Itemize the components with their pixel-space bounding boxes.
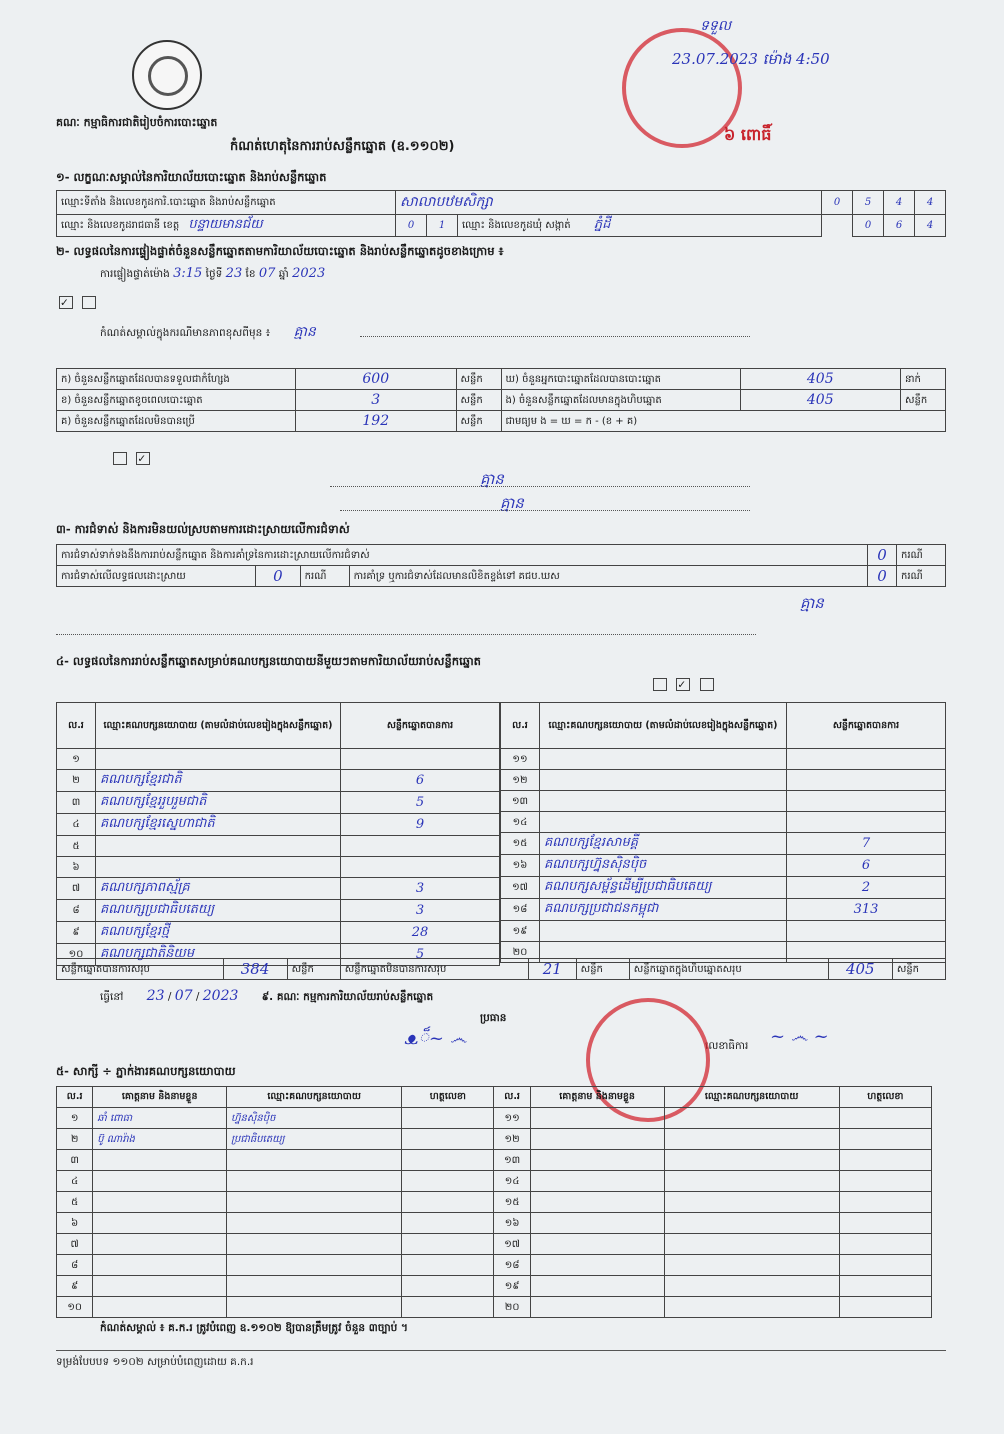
- note2-underline: [330, 486, 750, 487]
- s5-cell: ១៩: [494, 1276, 530, 1297]
- row1-label: ឈ្មោះទីតាំង និងលេខកូដការិ.បោះឆ្នោត និងរាប់សន្លឹកឆ្នោត: [57, 191, 396, 215]
- table-row: [57, 792, 500, 814]
- total-invalid: 21: [528, 959, 576, 980]
- table-row: [501, 812, 946, 833]
- s3-row2-value: 0: [256, 566, 301, 587]
- table-row: [57, 1171, 932, 1192]
- e-label: ង) ចំនួនសន្លឹកឆ្នោតដែលមានក្នុងហិបឆ្នោត: [501, 390, 740, 411]
- s3-note-value: គ្មាន: [800, 594, 824, 612]
- s4-cell-no: ១៩: [501, 921, 540, 942]
- s4-cell-votes: [341, 749, 500, 770]
- s5-cell: [227, 1213, 402, 1234]
- section3-heading: ៣- ការជំទាស់ និងការមិនយល់ស្របតាមការដោះស្រាយលើការជំទាស់: [56, 522, 350, 536]
- total-box-unit: សន្លឹក: [892, 959, 945, 980]
- section2-heading: ២- លទ្ធផលនៃការផ្ទៀងផ្ទាត់ចំនួនសន្លឹកឆ្នោតតាមការិយាល័យបោះឆ្នោត និងរាប់សន្លឹកឆ្នោតដូចខាងក្រោម ៖: [56, 244, 504, 258]
- note-value: គ្មាន: [293, 324, 316, 340]
- s3-row1-unit: ករណី: [897, 545, 946, 566]
- year-value: 2023: [292, 266, 326, 281]
- nec-logo-icon: [132, 40, 202, 110]
- row2-code-0: 0: [396, 215, 427, 237]
- s5-cell: ៤: [57, 1171, 93, 1192]
- s5-cell: [93, 1297, 227, 1318]
- a-unit: សន្លឹក: [456, 369, 501, 390]
- s5-cell: [839, 1171, 931, 1192]
- c-label: គ) ចំនួនសន្លឹកឆ្នោតដែលមិនបានប្រើ: [57, 411, 296, 432]
- s5-col-name: គោត្តនាម និងនាមខ្លួន: [93, 1087, 227, 1108]
- s4-cell-no: ៥: [57, 836, 96, 857]
- table-row: [501, 833, 946, 855]
- s4-cell-votes: [341, 836, 500, 857]
- section2-time-line: ការផ្ទៀងផ្ទាត់ម៉ោង 3:15 ថ្ងៃទី 23 ខែ 07 ឆ្នាំ 2023: [100, 266, 326, 281]
- s5-cell: ១: [57, 1108, 93, 1129]
- receipt-date: 23.07.2023 ម៉ោង 4:50: [672, 50, 830, 68]
- table-row: [57, 1108, 932, 1129]
- c-value: 192: [296, 411, 457, 432]
- note-underline: [360, 336, 750, 337]
- s4-cell-no: ៩: [57, 922, 96, 944]
- s4-cell-no: ១៨: [501, 899, 540, 921]
- table-row: [501, 921, 946, 942]
- table-row: [57, 878, 500, 900]
- month-value: 07: [258, 266, 276, 281]
- checkbox-s4-c[interactable]: [700, 678, 714, 691]
- b-value: 3: [296, 390, 457, 411]
- s5-cell: [402, 1213, 494, 1234]
- s5-cell: [530, 1276, 664, 1297]
- total-valid-unit: សន្លឹក: [287, 959, 340, 980]
- table-row: [57, 836, 500, 857]
- s4-col-votes: សន្លឹកឆ្នោតបានការ: [341, 703, 500, 749]
- s5-col-sign-r: ហត្ថលេខា: [839, 1087, 931, 1108]
- s4-cell-votes: 5: [341, 944, 500, 966]
- table-row: [501, 855, 946, 877]
- s4-cell-party: គណបក្សសម្ព័ន្ធដើម្បីប្រជាធិបតេយ្យ: [540, 877, 787, 899]
- s5-cell: [93, 1276, 227, 1297]
- s4-cell-party: [540, 749, 787, 770]
- d-unit: នាក់: [901, 369, 946, 390]
- committee-label: ៩. គណៈ កម្មការការិយាល័យរាប់សន្លឹកឆ្នោត: [261, 991, 434, 1003]
- s5-col-party-r: ឈ្មោះគណបក្សនយោបាយ: [664, 1087, 839, 1108]
- s5-cell: [839, 1297, 931, 1318]
- s4-cell-party: គណបក្សភាពស្ម័គ្រ: [96, 878, 341, 900]
- s5-cell: [664, 1150, 839, 1171]
- s4-col-no-r: ល.រ: [501, 703, 540, 749]
- s5-col-sign: ហត្ថលេខា: [402, 1087, 494, 1108]
- row2-label: ឈ្មោះ និងលេខកូដរាជធានី ខេត្ត: [61, 220, 180, 231]
- b-label: ខ) ចំនួនសន្លឹកឆ្នោតខូចពេលបោះឆ្នោត: [57, 390, 296, 411]
- form-title: កំណត់ហេតុនៃការរាប់សន្លឹកឆ្នោត (ឧ.១១០២): [230, 139, 455, 154]
- signature-1-icon: ᴥ៏~ ෴: [405, 1028, 467, 1049]
- section5-heading: ៥- សាក្សី ÷ ភ្នាក់ងារគណបក្សនយោបាយ: [56, 1064, 236, 1078]
- s4-cell-votes: 3: [341, 878, 500, 900]
- s4-cell-party: គណបក្សខ្មែរស្នេហាជាតិ: [96, 814, 341, 836]
- total-box: 405: [828, 959, 892, 980]
- s5-cell: [227, 1297, 402, 1318]
- s4-cell-votes: 9: [341, 814, 500, 836]
- section4-right-table: [500, 702, 946, 963]
- total-invalid-unit: សន្លឹក: [576, 959, 629, 980]
- s5-cell: [93, 1234, 227, 1255]
- s5-col-no: ល.រ: [57, 1087, 93, 1108]
- s4-cell-votes: 6: [341, 770, 500, 792]
- section4-heading: ៤- លទ្ធផលនៃការរាប់សន្លឹកឆ្នោតសម្រាប់គណបក្សនយោបាយនីមួយៗតាមការិយាល័យរាប់សន្លឹកឆ្នោត: [56, 654, 481, 668]
- s5-cell: [93, 1150, 227, 1171]
- s5-cell: [227, 1234, 402, 1255]
- s4-cell-party: គណបក្សខ្មែររួបរួមជាតិ: [96, 792, 341, 814]
- row2-code-b-1: 6: [884, 215, 915, 237]
- receipt-note: ៦ ពោធិ៍: [724, 125, 772, 144]
- total-valid-label: សន្លឹកឆ្នោតបានការសរុប: [57, 959, 224, 980]
- s4-cell-no: ១៤: [501, 812, 540, 833]
- s4-cell-no: ១៥: [501, 833, 540, 855]
- table-row: [57, 1255, 932, 1276]
- total-valid: 384: [223, 959, 287, 980]
- s5-cell: [664, 1255, 839, 1276]
- table-row: [57, 857, 500, 878]
- s4-cell-party: [96, 857, 341, 878]
- s5-cell: [839, 1108, 931, 1129]
- s5-cell: [530, 1297, 664, 1318]
- s4-cell-party: គណបក្សជាតិនិយម: [96, 944, 341, 966]
- table-row: [57, 1276, 932, 1297]
- s5-cell: ១៧: [494, 1234, 530, 1255]
- note3-underline: [340, 510, 750, 511]
- s5-cell: [664, 1276, 839, 1297]
- s3-row2-label: ការជំទាស់លើលទ្ធផលដោះស្រាយ: [57, 566, 256, 587]
- secretary-label: លេខាធិការ: [705, 1040, 749, 1052]
- s5-cell: ១៥: [494, 1192, 530, 1213]
- table-row: [57, 900, 500, 922]
- s5-cell: [402, 1108, 494, 1129]
- s4-cell-no: ១៣: [501, 791, 540, 812]
- s5-cell: ឆាំ ពោធា: [93, 1108, 227, 1129]
- row1-value: សាលាបឋមសិក្សា: [396, 191, 822, 215]
- s5-cell: [530, 1255, 664, 1276]
- s5-cell: [402, 1297, 494, 1318]
- s5-cell: ៩: [57, 1276, 93, 1297]
- section5-table: [56, 1086, 932, 1318]
- s5-cell: ៥: [57, 1192, 93, 1213]
- s4-cell-no: ៦: [57, 857, 96, 878]
- s3-row1-label: ការជំទាស់ទាក់ទងនឹងការរាប់សន្លឹកឆ្នោត និងការគាំទ្រនៃការដោះស្រាយលើការជំទាស់: [57, 545, 868, 566]
- s5-cell: [664, 1213, 839, 1234]
- total-invalid-label: សន្លឹកឆ្នោតមិនបានការសរុប: [340, 959, 528, 980]
- s5-cell: [839, 1255, 931, 1276]
- section3-table: [56, 544, 946, 587]
- s5-cell: [530, 1213, 664, 1234]
- s4-cell-party: [540, 921, 787, 942]
- s5-cell: ប៊ូ ណារ៉ាង: [93, 1129, 227, 1150]
- s5-cell: [530, 1129, 664, 1150]
- s3-note-underline: [56, 634, 756, 635]
- s5-cell: [402, 1234, 494, 1255]
- formula: ជាមធ្យម ង = ឃ = ក - (ខ + គ): [501, 411, 946, 432]
- s4-col-party-r: ឈ្មោះគណបក្សនយោបាយ (តាមលំដាប់លេខរៀងក្នុងសន្លឹកឆ្នោត): [540, 703, 787, 749]
- s5-cell: ១៤: [494, 1171, 530, 1192]
- table-row: [57, 1129, 932, 1150]
- s5-cell: [530, 1171, 664, 1192]
- s3-row2b-value: 0: [868, 566, 897, 587]
- s5-cell: [530, 1234, 664, 1255]
- s5-cell: [839, 1129, 931, 1150]
- s5-col-no-r: ល.រ: [494, 1087, 530, 1108]
- receipt-label: ទទួល: [700, 18, 732, 34]
- section1-heading: ១- លក្ខណៈសម្គាល់នៃការិយាល័យបោះឆ្នោត និងរាប់សន្លឹកឆ្នោត: [56, 170, 327, 184]
- s4-cell-party: [540, 791, 787, 812]
- s4-cell-no: ១០: [57, 944, 96, 966]
- s4-cell-votes: 2: [787, 877, 946, 899]
- date-year: 2023: [202, 988, 239, 1004]
- s4-cell-votes: [787, 812, 946, 833]
- note2-value: គ្មាន: [480, 470, 504, 488]
- s5-cell: [227, 1192, 402, 1213]
- s5-cell: [227, 1150, 402, 1171]
- table-row: [57, 1150, 932, 1171]
- member-label: ប្រធាន: [480, 1012, 507, 1024]
- s4-cell-no: ១៧: [501, 877, 540, 899]
- s5-cell: ៧: [57, 1234, 93, 1255]
- a-label: ក) ចំនួនសន្លឹកឆ្នោតដែលបានទទួលជាកំហ្សែង: [57, 369, 296, 390]
- s5-cell: [402, 1276, 494, 1297]
- s5-cell: ១០: [57, 1297, 93, 1318]
- e-unit: សន្លឹក: [901, 390, 946, 411]
- a-value: 600: [296, 369, 457, 390]
- section2-note: [100, 322, 316, 343]
- s4-cell-no: ៤: [57, 814, 96, 836]
- section2-checkbox-line2: [110, 452, 153, 465]
- e-value: 405: [740, 390, 901, 411]
- s5-cell: [664, 1192, 839, 1213]
- s4-cell-party: [96, 836, 341, 857]
- note3-value: គ្មាន: [500, 494, 524, 512]
- s5-cell: ២: [57, 1129, 93, 1150]
- s4-cell-no: ៣: [57, 792, 96, 814]
- s4-cell-votes: [787, 921, 946, 942]
- s5-cell: ១៦: [494, 1213, 530, 1234]
- d-value: 405: [740, 369, 901, 390]
- s4-cell-party: គណបក្សខ្មែរជាតិ: [96, 770, 341, 792]
- s4-cell-votes: [341, 857, 500, 878]
- s4-cell-party: គណបក្សហ្វ៊ុនស៊ិនប៉ិច: [540, 855, 787, 877]
- section4-date-line: ធ្វើនៅ 23 / 07 / 2023 ៩. គណៈ កម្មការការិយាល័យរាប់សន្លឹកឆ្នោត: [100, 988, 434, 1004]
- table-row: [501, 899, 946, 921]
- s3-row2-unit: ករណី: [300, 566, 349, 587]
- row1-code-2: 4: [884, 191, 915, 215]
- table-row: [501, 791, 946, 812]
- s5-cell: [664, 1108, 839, 1129]
- section4-totals: [56, 958, 946, 980]
- checkbox-b[interactable]: ✓: [136, 452, 150, 465]
- s4-cell-votes: [787, 791, 946, 812]
- s5-cell: ១៨: [494, 1255, 530, 1276]
- table-row: [57, 1192, 932, 1213]
- s3-row1-value: 0: [868, 545, 897, 566]
- table-row: [57, 749, 500, 770]
- row2-value: បន្ទាយមានជ័យ: [188, 217, 263, 232]
- s4-cell-party: គណបក្សខ្មែរថ្មី: [96, 922, 341, 944]
- s5-cell: [402, 1255, 494, 1276]
- section1-table: [56, 190, 946, 237]
- s4-cell-votes: 3: [341, 900, 500, 922]
- checkbox-a[interactable]: [113, 452, 127, 465]
- s5-col-party: ឈ្មោះគណបក្សនយោបាយ: [227, 1087, 402, 1108]
- row1-code-1: 5: [853, 191, 884, 215]
- form-ref: ទម្រង់បែបបទ ១១០២ សម្រាប់បំពេញដោយ គ.ក.រ: [56, 1356, 254, 1368]
- table-row: [57, 1297, 932, 1318]
- s4-cell-votes: 313: [787, 899, 946, 921]
- s5-cell: ១២: [494, 1129, 530, 1150]
- s4-cell-no: ១: [57, 749, 96, 770]
- s5-cell: [839, 1234, 931, 1255]
- s5-cell: [839, 1150, 931, 1171]
- row1-code-3: 4: [915, 191, 946, 215]
- s5-cell: [839, 1213, 931, 1234]
- row2-label-b: ឈ្មោះ និងលេខកូដឃុំ សង្កាត់: [462, 220, 571, 231]
- checkbox-s4-a[interactable]: [653, 678, 667, 691]
- s5-cell: ហ្វ៊ុនស៊ិនប៉ិច: [227, 1108, 402, 1129]
- date-label: ធ្វើនៅ: [100, 991, 124, 1003]
- s5-col-name-r: គោត្តនាម និងនាមខ្លួន: [530, 1087, 664, 1108]
- s5-cell: [664, 1234, 839, 1255]
- footer-divider: [56, 1350, 946, 1351]
- s4-cell-no: ៨: [57, 900, 96, 922]
- footer-note: កំណត់សម្គាល់ ៖ គ.ក.រ ត្រូវបំពេញ ឧ.១១០២ ឱ្យបានត្រឹមត្រូវ ចំនួន ៣ច្បាប់ ។: [100, 1322, 408, 1334]
- s4-cell-votes: [787, 770, 946, 791]
- table-row: [57, 1234, 932, 1255]
- checkbox-s4-b[interactable]: ✓: [676, 678, 690, 691]
- s5-cell: ៨: [57, 1255, 93, 1276]
- table-row: [501, 877, 946, 899]
- s5-cell: [530, 1150, 664, 1171]
- s4-cell-votes: 5: [341, 792, 500, 814]
- s4-cell-votes: [787, 749, 946, 770]
- s4-cell-party: [540, 812, 787, 833]
- s4-cell-no: ១៦: [501, 855, 540, 877]
- org-name: គណៈ កម្មាធិការជាតិរៀបចំការបោះឆ្នោត: [56, 116, 218, 129]
- s5-cell: [402, 1150, 494, 1171]
- s5-cell: [839, 1192, 931, 1213]
- s4-col-no: ល.រ: [57, 703, 96, 749]
- s5-cell: [530, 1108, 664, 1129]
- s5-cell: ១១: [494, 1108, 530, 1129]
- s4-cell-no: ២០: [501, 942, 540, 963]
- date-day: 23: [146, 988, 165, 1004]
- table-row: [501, 770, 946, 791]
- s4-col-party: ឈ្មោះគណបក្សនយោបាយ (តាមលំដាប់លេខរៀងក្នុងសន្លឹកឆ្នោត): [96, 703, 341, 749]
- date-month: 07: [174, 988, 193, 1004]
- s5-cell: [664, 1297, 839, 1318]
- c-unit: សន្លឹក: [456, 411, 501, 432]
- total-box-label: សន្លឹកឆ្នោតក្នុងហិបឆ្នោតសរុប: [629, 959, 828, 980]
- s5-cell: [530, 1192, 664, 1213]
- s4-cell-no: ៧: [57, 878, 96, 900]
- d-label: ឃ) ចំនួនអ្នកបោះឆ្នោតដែលបានបោះឆ្នោត: [501, 369, 740, 390]
- table-row: [57, 814, 500, 836]
- section4-checkboxes: [650, 678, 717, 691]
- s5-cell: [227, 1276, 402, 1297]
- s5-cell: [93, 1192, 227, 1213]
- day-value: 23: [225, 266, 243, 281]
- s5-cell: ៣: [57, 1150, 93, 1171]
- b-unit: សន្លឹក: [456, 390, 501, 411]
- s4-cell-no: ១២: [501, 770, 540, 791]
- s4-cell-no: ១១: [501, 749, 540, 770]
- table-row: [57, 1213, 932, 1234]
- s5-cell: [93, 1213, 227, 1234]
- s5-cell: [227, 1255, 402, 1276]
- section4-left-table: [56, 702, 500, 966]
- s5-cell: [402, 1129, 494, 1150]
- s5-cell: ៦: [57, 1213, 93, 1234]
- s4-cell-votes: 7: [787, 833, 946, 855]
- checkbox-yes[interactable]: ✓: [59, 296, 73, 309]
- s5-cell: [664, 1129, 839, 1150]
- table-row: [57, 922, 500, 944]
- s4-cell-party: [96, 749, 341, 770]
- section2-checkbox-line: [56, 296, 99, 309]
- s5-cell: ប្រជាធិបតេយ្យ: [227, 1129, 402, 1150]
- s4-col-votes-r: សន្លឹកឆ្នោតបានការ: [787, 703, 946, 749]
- section2-table: [56, 368, 946, 432]
- s5-cell: [664, 1171, 839, 1192]
- s4-cell-party: គណបក្សប្រជាធិបតេយ្យ: [96, 900, 341, 922]
- row2-code-1: 1: [427, 215, 458, 237]
- note-label: កំណត់សម្គាល់ក្នុងករណីមានភាពខុសពីមុន ៖: [100, 327, 271, 339]
- table-row: [57, 770, 500, 792]
- row2-code-b-0: 0: [853, 215, 884, 237]
- s4-cell-party: គណបក្សប្រជាជនកម្ពុជា: [540, 899, 787, 921]
- checkbox-no[interactable]: [82, 296, 96, 309]
- s4-cell-no: ២: [57, 770, 96, 792]
- row2-code-b-2: 4: [915, 215, 946, 237]
- s3-row2b-unit: ករណី: [897, 566, 946, 587]
- s3-row2b-label: ការគាំទ្រ ឬការជំទាស់ដែលមានលិខិតខ្ទង់ទៅ គជប.ឃស: [349, 566, 867, 587]
- s5-cell: [93, 1171, 227, 1192]
- time-value: 3:15: [173, 266, 203, 281]
- signature-2-icon: ~ ෴ ~: [770, 1026, 829, 1047]
- row1-code-0: 0: [822, 191, 853, 215]
- s5-cell: [93, 1255, 227, 1276]
- s4-cell-party: [540, 770, 787, 791]
- row2-value-b: ភ្នំដី: [593, 217, 611, 232]
- s5-cell: [839, 1276, 931, 1297]
- s5-cell: [227, 1171, 402, 1192]
- s4-cell-votes: 28: [341, 922, 500, 944]
- s4-cell-party: គណបក្សខ្មែរសាមគ្គី: [540, 833, 787, 855]
- s5-cell: ១៣: [494, 1150, 530, 1171]
- s5-cell: [402, 1171, 494, 1192]
- s5-cell: ២០: [494, 1297, 530, 1318]
- table-row: [501, 749, 946, 770]
- s4-cell-votes: 6: [787, 855, 946, 877]
- s5-cell: [402, 1192, 494, 1213]
